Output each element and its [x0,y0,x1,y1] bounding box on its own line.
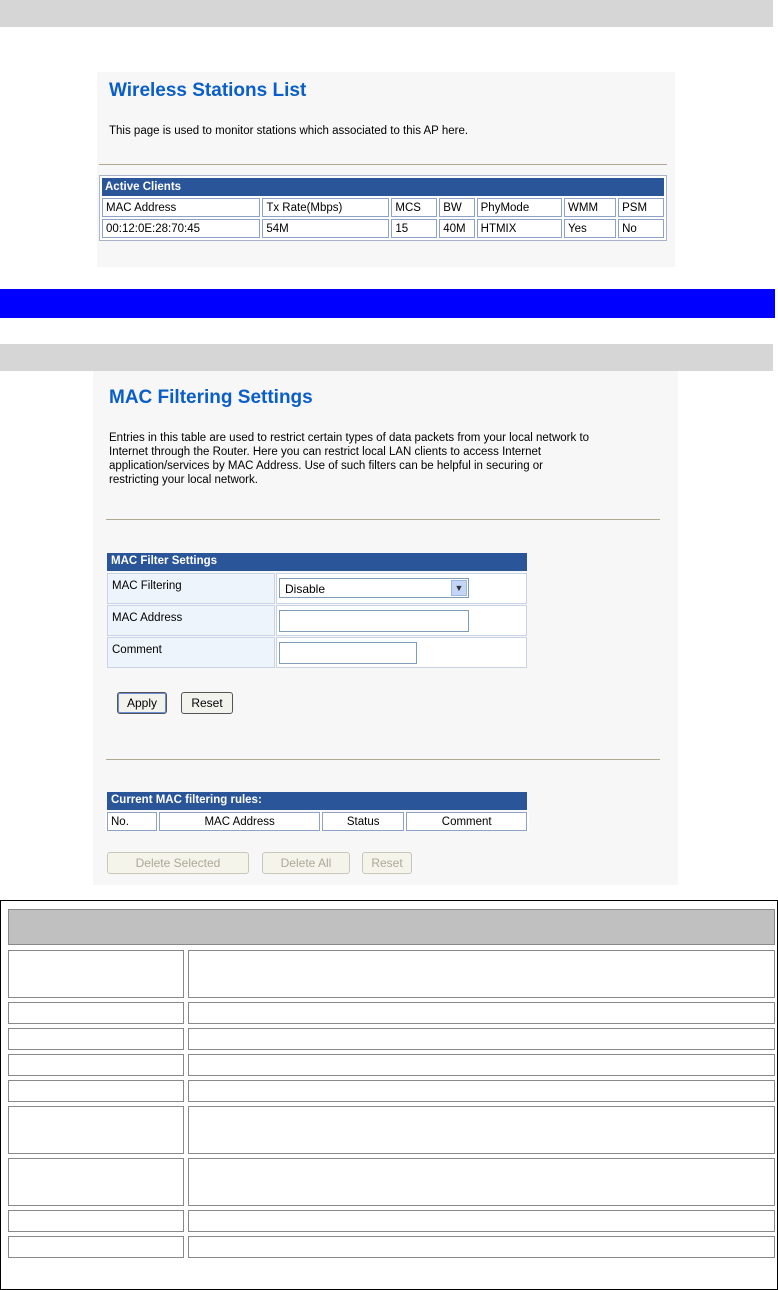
active-clients-header: Active Clients [102,178,664,196]
table-cell [188,950,775,998]
reset-button[interactable]: Reset [181,692,233,714]
mac-filtering-label: MAC Filtering [107,573,275,604]
divider [99,164,667,165]
mac-filtering-selected-value: Disable [285,582,326,596]
table-cell [8,1028,184,1050]
table-cell [8,1054,184,1076]
table-cell [8,1002,184,1024]
divider [106,519,660,520]
column-header: Comment [406,812,527,831]
table-cell [188,1106,775,1154]
mac-filtering-description [109,431,669,487]
column-header: MCS [391,198,437,217]
chevron-down-icon[interactable]: ▼ [451,580,467,596]
mac-address-cell: 00:12:0E:28:70:45 [102,219,260,238]
description-line: Entries in this table are used to restrict certain types of data packets from your local network to [109,432,590,444]
table-row [102,219,664,238]
divider [106,759,660,760]
mac-filter-settings-header: MAC Filter Settings [107,553,527,571]
table-cell [188,1210,775,1232]
column-header: MAC Address [102,198,260,217]
bw-cell: 40M [439,219,474,238]
psm-cell: No [618,219,664,238]
mac-rules-header: Current MAC filtering rules: [107,792,527,810]
section-gray-bar [0,344,773,371]
active-clients-table [99,175,667,241]
tx-rate-cell: 54M [262,219,389,238]
column-header: Tx Rate(Mbps) [262,198,389,217]
mac-address-label: MAC Address [107,605,275,636]
table-header-row [102,198,664,217]
page-title: Wireless Stations List [109,80,307,101]
wmm-cell: Yes [564,219,616,238]
column-header: MAC Address [159,812,320,831]
description-table-header [8,909,775,945]
rules-reset-button[interactable]: Reset [362,852,412,874]
mac-filtering-title: MAC Filtering Settings [109,387,313,408]
mac-rules-table [105,812,529,831]
table-header-row [107,812,527,831]
table-cell [188,1080,775,1102]
description-table [0,900,778,1290]
column-header: BW [439,198,474,217]
apply-button[interactable]: Apply [117,692,167,714]
column-header: WMM [564,198,616,217]
mac-address-input[interactable] [279,610,469,632]
table-cell [8,1080,184,1102]
blue-divider-bar [0,289,775,318]
table-cell [188,1158,775,1206]
description-line: Internet through the Router. Here you can restrict local LAN clients to access Internet [109,446,542,458]
table-cell [8,1210,184,1232]
table-cell [188,1054,775,1076]
phymode-cell: HTMIX [477,219,562,238]
page-description: This page is used to monitor stations which associated to this AP here. [109,125,469,137]
column-header: Status [322,812,404,831]
table-cell [8,1236,184,1258]
column-header: PhyMode [477,198,562,217]
table-cell [188,1002,775,1024]
comment-label: Comment [107,637,275,668]
table-cell [8,1158,184,1206]
delete-all-button[interactable]: Delete All [262,852,350,874]
comment-input[interactable] [279,642,417,664]
description-line: application/services by MAC Address. Use of such filters can be helpful in securing or [109,460,544,472]
column-header: PSM [618,198,664,217]
column-header: No. [107,812,157,831]
top-gray-bar [0,0,773,27]
mac-filtering-select[interactable] [279,578,469,598]
table-cell [188,1028,775,1050]
mcs-cell: 15 [391,219,437,238]
table-cell [8,1106,184,1154]
table-cell [8,950,184,998]
delete-selected-button[interactable]: Delete Selected [107,852,249,874]
description-line: restricting your local network. [109,474,258,486]
table-cell [188,1236,775,1258]
